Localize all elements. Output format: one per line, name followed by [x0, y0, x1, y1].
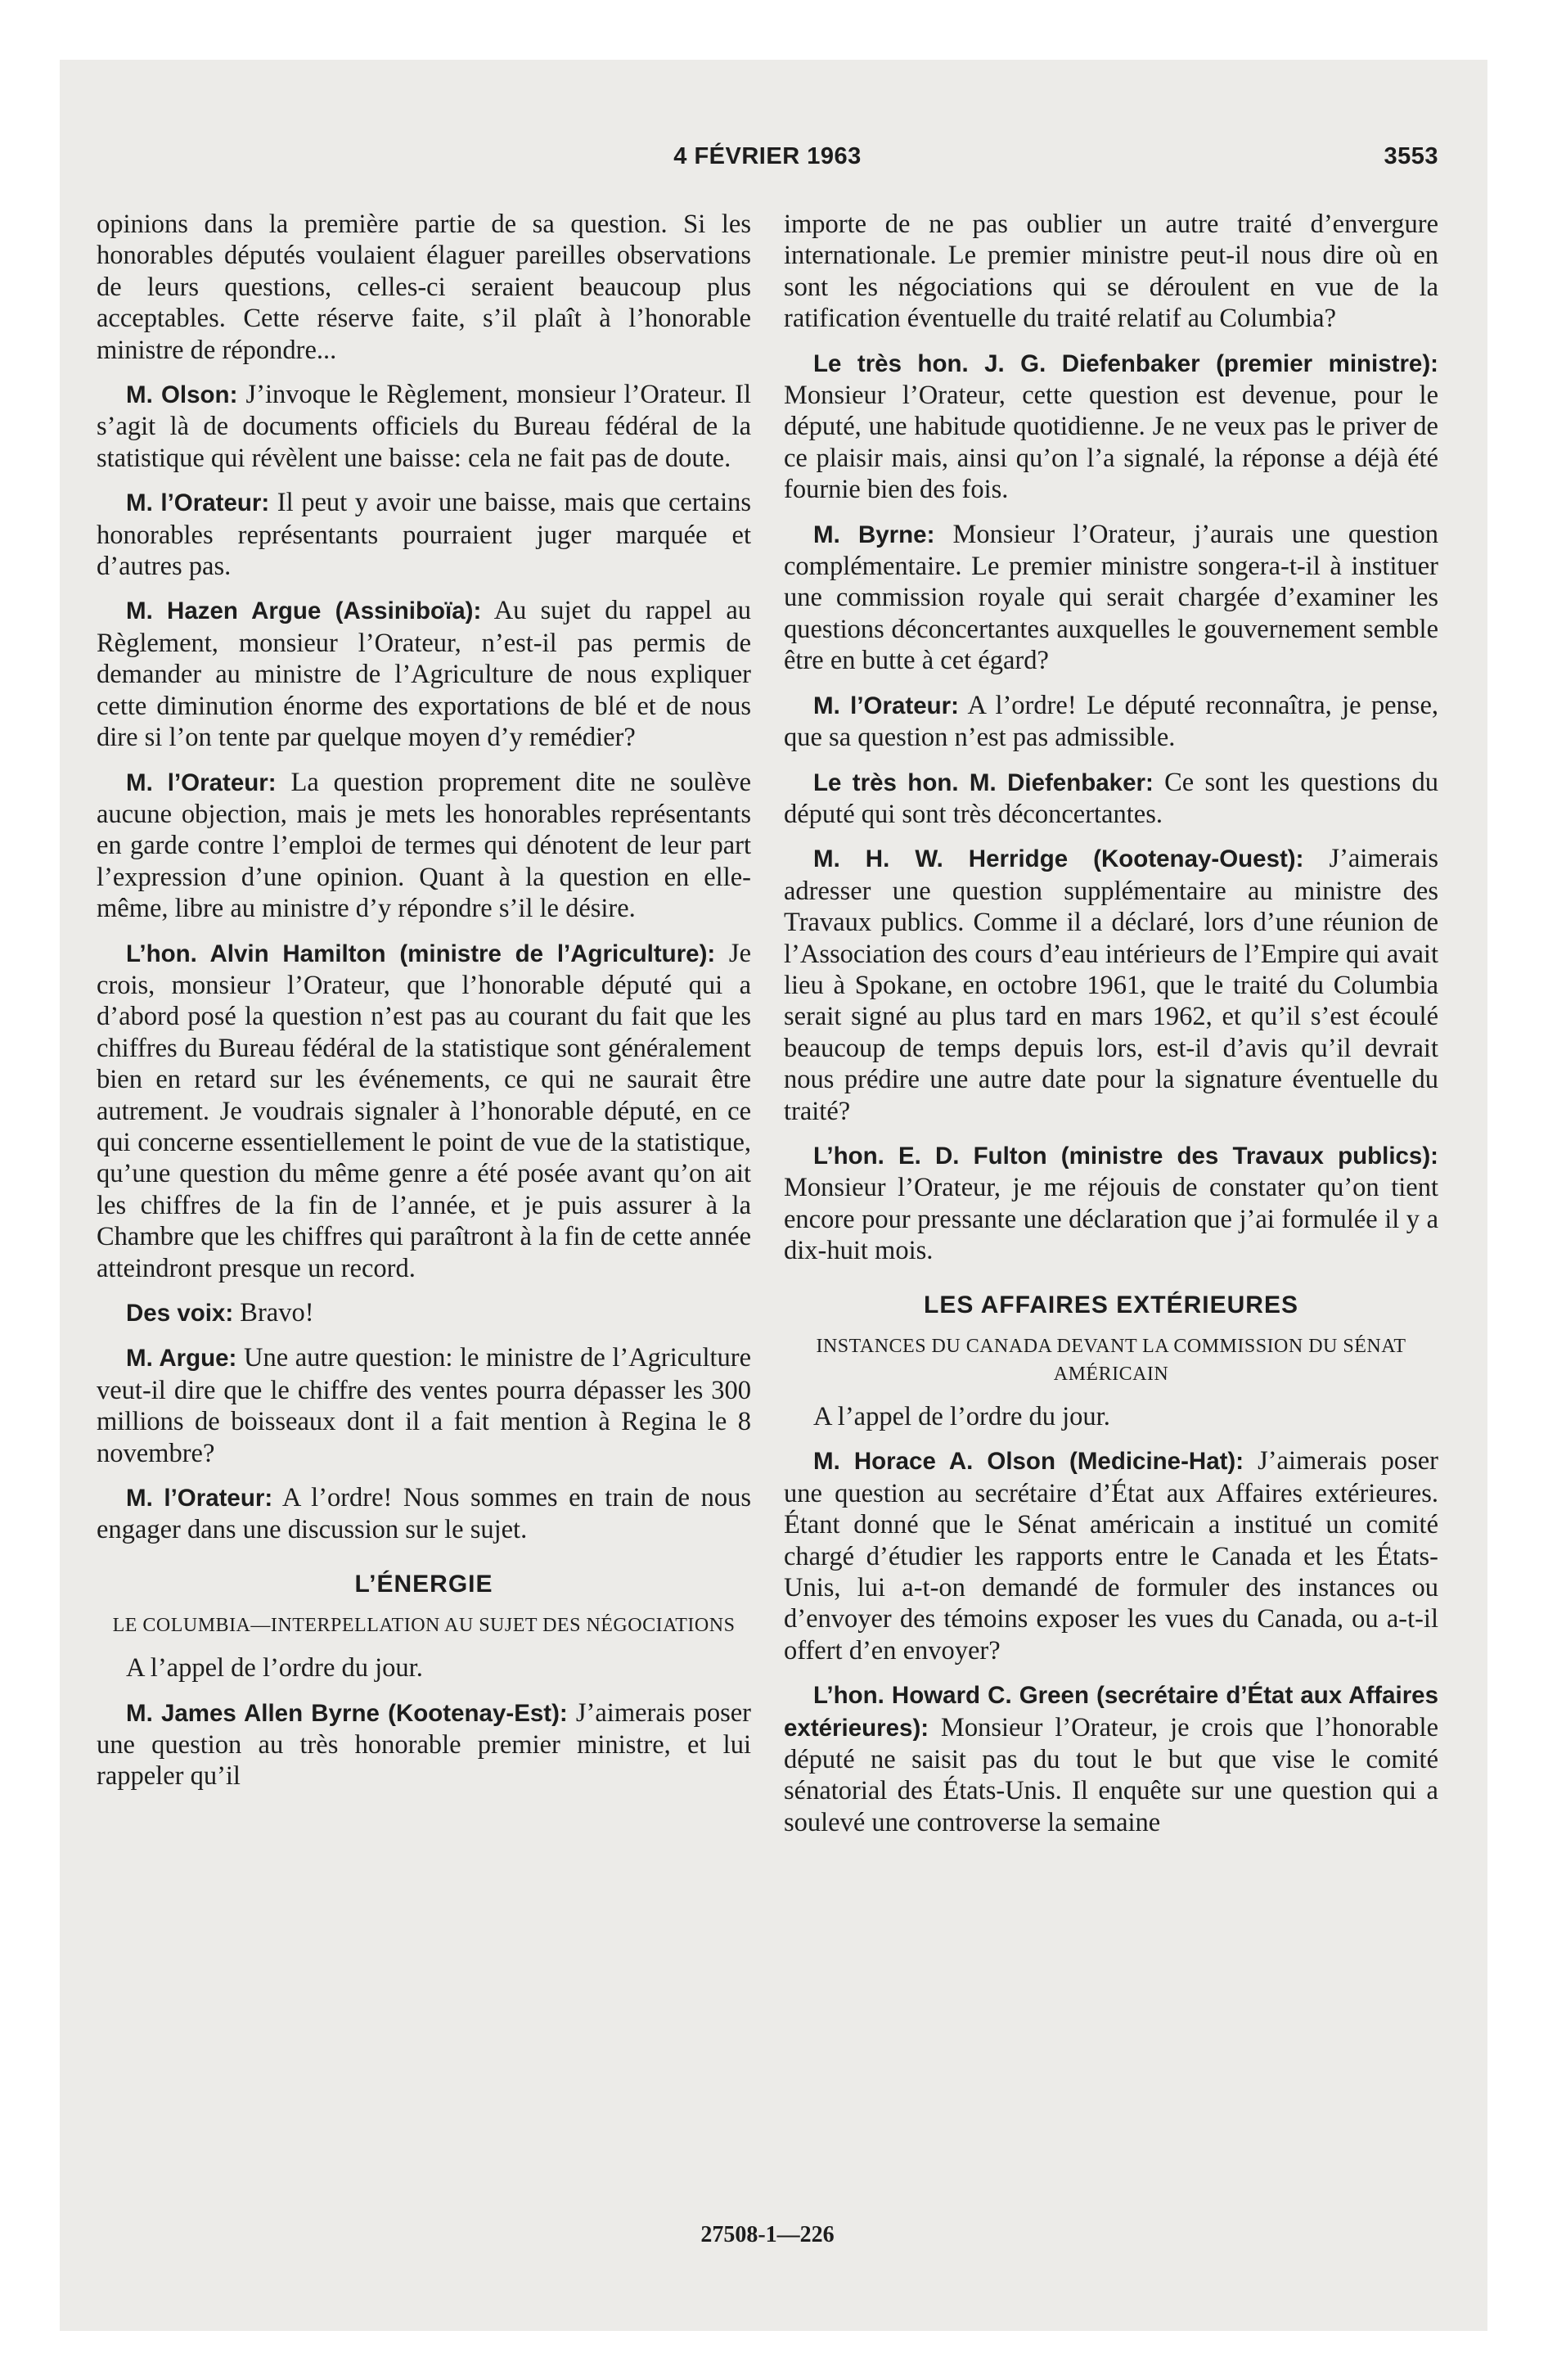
- hansard-page: [97, 143, 1438, 2271]
- speech-text: Je crois, monsieur l’Orateur, que l’honorable député qui a d’abord posé la question n’est pas au courant du fait que les chiffres du Bureau fédéral de la statistique sont généralement bien en retard sur les événements, ce qui ne saurait être autrement. Je voudrais signaler à l’honorable député, en ce qui concerne essentiellement le point de vue de la statistique, qu’une question du même genre a été posée avant qu’on ait les chiffres de la fin de l’année, et je puis assurer à la Chambre que les chiffres qui paraîtront à la fin de cette année atteindront presque un record.: [97, 938, 752, 1283]
- paragraph: [784, 1140, 1438, 1267]
- speaker-name: M. H. W. Herridge (Kootenay-Ouest):: [813, 845, 1304, 873]
- paragraph: [784, 348, 1438, 506]
- speech-text: Monsieur l’Orateur, je crois que l’honorable député ne saisit pas du tout le but que vise le comité sénatorial des États-Unis. Il enquête sur une question qui a soulevé une controverse la semaine: [784, 1712, 1438, 1837]
- paragraph: [97, 487, 751, 582]
- paragraph: [784, 1679, 1438, 1838]
- paragraph: [784, 690, 1438, 754]
- left-column: [97, 209, 751, 1851]
- speech-text: J’aimerais poser une question au secrétaire d’État aux Affaires extérieures. Étant donné que le Sénat américain a institué un comité chargé d’étudier les rapports entre le Canada et les États-Unis, lui a-t-on demandé de formuler des instances ou d’envoyer des témoins exposer les vues du Canada, ou a-t-il offert d’en envoyer?: [784, 1446, 1439, 1666]
- paragraph: importe de ne pas oublier un autre traité d’envergure internationale. Le premier ministre peut-il nous dire où en sont les négociations qui se déroulent en vue de la ratification éventuelle du traité relatif au Columbia?: [784, 210, 1438, 334]
- section-subtitle: LE COLUMBIA—INTERPELLATION AU SUJET DES NÉGOCIATIONS: [112, 1615, 736, 1637]
- paragraph: [97, 595, 751, 753]
- paragraph: [784, 519, 1438, 677]
- speaker-name: M. Hazen Argue (Assiniboïa):: [126, 597, 482, 625]
- paragraph: [784, 767, 1438, 831]
- speech-text: Il peut y avoir une baisse, mais que certains honorables représentants pourraient juger marquée et d’autres pas.: [97, 488, 752, 582]
- speech-text: J’aimerais adresser une question supplémentaire au ministre des Travaux publics. Comme il a déclaré, lors d’une réunion de l’Association des cours d’eau intérieurs de l’Empire qui avait lieu à Spokane, en octobre 1961, que le traité du Columbia serait signé au plus tard en mars 1962, et qu’il s’est écoulé beaucoup de temps depuis lors, est-il d’avis qu’il devrait nous prédire une autre date pour la signature éventuelle du traité?: [784, 844, 1438, 1126]
- speaker-name: M. James Allen Byrne (Kootenay-Est):: [126, 1699, 568, 1727]
- speaker-name: M. Olson:: [126, 381, 238, 409]
- speech-text: A l’ordre! Nous sommes en train de nous engager dans une discussion sur le sujet.: [97, 1483, 751, 1545]
- paragraph: A l’appel de l’ordre du jour.: [126, 1653, 423, 1684]
- speech-text: Monsieur l’Orateur, je me réjouis de constater qu’on tient encore pour pressante une déclaration que j’ai formulée il y a dix-huit mois.: [784, 1173, 1438, 1266]
- section-title: L’ÉNERGIE: [354, 1570, 493, 1598]
- speaker-name: Des voix:: [126, 1300, 234, 1327]
- speech-text: J’invoque le Règlement, monsieur l’Orateur. Il s’agit là de documents officiels du Bureau fédéral de la statistique qui révèlent une baisse: cela ne fait pas de doute.: [97, 380, 751, 473]
- speech-text: Monsieur l’Orateur, cette question est devenue, pour le député, une habitude quotidienne. Je ne veux pas le priver de ce plaisir mais, ainsi qu’on l’a signalé, la réponse a déjà été fournie bien des fois.: [784, 381, 1438, 505]
- section-title: LES AFFAIRES EXTÉRIEURES: [924, 1291, 1298, 1318]
- paragraph: [97, 938, 751, 1284]
- speaker-name: M. l’Orateur:: [126, 769, 277, 796]
- speech-text: Ce sont les questions du député qui sont très déconcertantes.: [784, 767, 1438, 829]
- paragraph: [784, 1445, 1438, 1666]
- speaker-name: L’hon. E. D. Fulton (ministre des Travaux publics):: [813, 1142, 1438, 1170]
- speaker-name: M. l’Orateur:: [813, 692, 959, 719]
- speech-text: Au sujet du rappel au Règlement, monsieur l’Orateur, n’est-il pas permis de demander au ministre de l’Agriculture de nous expliquer cette diminution énorme des exportations de blé et de nous dire si l’on tente par quelque moyen d’y remédier?: [97, 596, 752, 753]
- speaker-name: L’hon. Howard C. Green (secrétaire d’État aux Affaires extérieures):: [784, 1682, 1438, 1742]
- speaker-name: M. Horace A. Olson (Medicine-Hat):: [813, 1448, 1244, 1476]
- running-head: [97, 143, 1438, 176]
- right-column: [784, 209, 1438, 1851]
- speaker-name: L’hon. Alvin Hamilton (ministre de l’Agriculture):: [126, 940, 716, 967]
- header-date: 4 FÉVRIER 1963: [673, 143, 862, 169]
- printer-code: 27508-1—226: [700, 2222, 835, 2247]
- paragraph: [784, 843, 1438, 1127]
- speaker-name: M. l’Orateur:: [126, 489, 270, 517]
- paragraph: [97, 1697, 751, 1792]
- two-column-text: [97, 209, 1438, 1851]
- paragraph: [97, 1482, 751, 1546]
- speaker-name: Le très hon. M. Diefenbaker:: [813, 769, 1154, 796]
- paragraph: A l’appel de l’ordre du jour.: [813, 1402, 1110, 1431]
- page-number: 3553: [1384, 143, 1438, 169]
- speech-text: Une autre question: le ministre de l’Agriculture veut-il dire que le chiffre des ventes pourra dépasser les 300 millions de boisseaux dont il a fait mention à Regina le 8 novembre?: [97, 1343, 751, 1468]
- speech-text: A l’ordre! Le député reconnaîtra, je pense, que sa question n’est pas admissible.: [784, 690, 1438, 753]
- paragraph: [97, 379, 751, 474]
- speech-text: Monsieur l’Orateur, j’aurais une question complémentaire. Le premier ministre songera-t-il à instituer une commission royale qui serait chargée d’examiner les questions déconcertantes auxquelles le gouvernement semble être en butte à cet égard?: [784, 519, 1438, 676]
- paragraph: [97, 1297, 751, 1329]
- speech-text: J’aimerais poser une question au très honorable premier ministre, et lui rappeler qu’il: [97, 1697, 751, 1792]
- paragraph: [97, 767, 751, 925]
- speaker-name: M. Byrne:: [813, 521, 935, 548]
- speech-text: La question proprement dite ne soulève aucune objection, mais je mets les honorables représentants en garde contre l’emploi de termes qui dénotent de leur part l’expression d’une opinion. Quant à la question en elle-même, libre au ministre d’y répondre s’il le désire.: [97, 767, 751, 924]
- speaker-name: M. l’Orateur:: [126, 1485, 273, 1512]
- speaker-name: M. Argue:: [126, 1345, 237, 1373]
- speaker-name: Le très hon. J. G. Diefenbaker (premier ministre):: [813, 349, 1438, 377]
- speech-text: Bravo!: [233, 1298, 314, 1327]
- paragraph: [97, 1342, 751, 1469]
- section-subtitle: INSTANCES DU CANADA DEVANT LA COMMISSION DU SÉNAT AMÉRICAIN: [816, 1336, 1406, 1385]
- paragraph: opinions dans la première partie de sa question. Si les honorables députés voulaient élaguer pareilles observations de leurs questions, celles-ci seraient beaucoup plus acceptables. Cette réserve faite, s’il plaît à l’honorable ministre de répondre...: [97, 210, 751, 365]
